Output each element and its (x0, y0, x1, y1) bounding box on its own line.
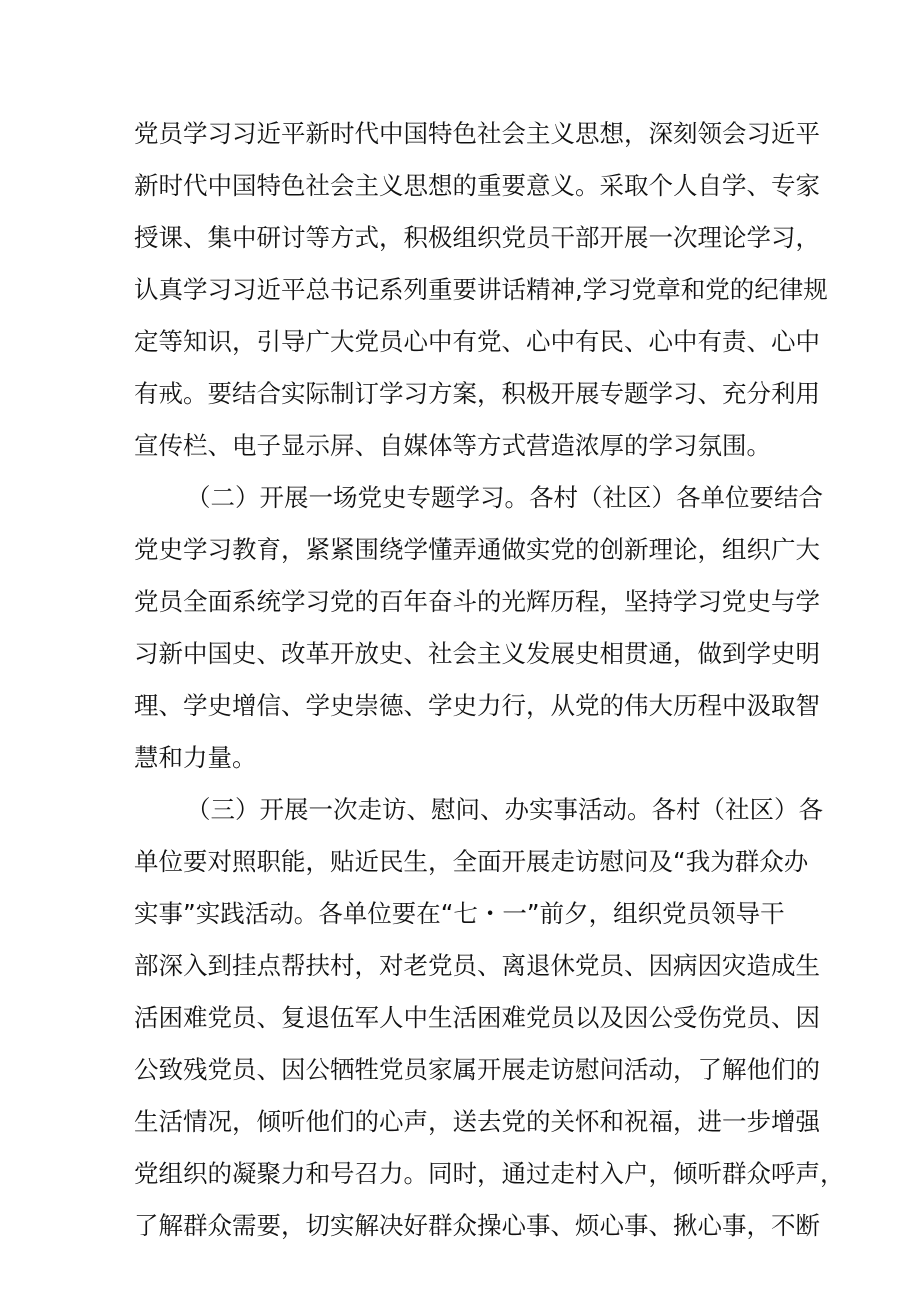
text-line: 党史学习教育，紧紧围绕学懂弄通做实党的创新理论，组织广大 (134, 535, 820, 564)
text-line: 新时代中国特色社会主义思想的重要意义。采取个人自学、专家 (134, 171, 820, 200)
text-line: 部深入到挂点帮扶村，对老党员、离退休党员、因病因灾造成生 (134, 951, 820, 980)
text-line: 理、学史增信、学史崇德、学史力行，从党的伟大历程中汲取智 (134, 691, 820, 720)
text-line: 活困难党员、复退伍军人中生活困难党员以及因公受伤党员、因 (134, 1003, 820, 1032)
text-line: 授课、集中研讨等方式，积极组织党员干部开展一次理论学习， (134, 223, 820, 252)
text-line: 党组织的凝聚力和号召力。同时，通过走村入户，倾听群众呼声， (134, 1159, 845, 1188)
text-line: 单位要对照职能，贴近民生，全面开展走访慰问及“我为群众办 (134, 847, 809, 876)
text-line: 生活情况，倾听他们的心声，送去党的关怀和祝福，进一步增强 (134, 1107, 820, 1136)
text-line: 有戒。要结合实际制订学习方案，积极开展专题学习、充分利用 (134, 379, 820, 408)
text-line: 定等知识，引导广大党员心中有党、心中有民、心中有责、心中 (134, 327, 820, 356)
text-line: 宣传栏、电子显示屏、自媒体等方式营造浓厚的学习氛围。 (134, 431, 771, 460)
text-line: 慧和力量。 (134, 743, 257, 772)
text-line: 公致残党员、因公牺牲党员家属开展走访慰问活动，了解他们的 (134, 1055, 820, 1084)
text-line: 党员学习习近平新时代中国特色社会主义思想，深刻领会习近平 (134, 119, 820, 148)
text-line: （二）开展一场党史专题学习。各村（社区）各单位要结合 (186, 483, 823, 512)
text-line: 党员全面系统学习党的百年奋斗的光辉历程，坚持学习党史与学 (134, 587, 820, 616)
text-line: 了解群众需要，切实解决好群众操心事、烦心事、揪心事，不断 (134, 1211, 820, 1240)
text-line: （三）开展一次走访、慰问、办实事活动。各村（社区）各 (186, 795, 823, 824)
text-line: 实事”实践活动。各单位要在“七・一”前夕，组织党员领导干 (134, 899, 785, 928)
text-line: 认真学习习近平总书记系列重要讲话精神,学习党章和党的纪律规 (134, 275, 828, 304)
text-line: 习新中国史、改革开放史、社会主义发展史相贯通，做到学史明 (134, 639, 820, 668)
